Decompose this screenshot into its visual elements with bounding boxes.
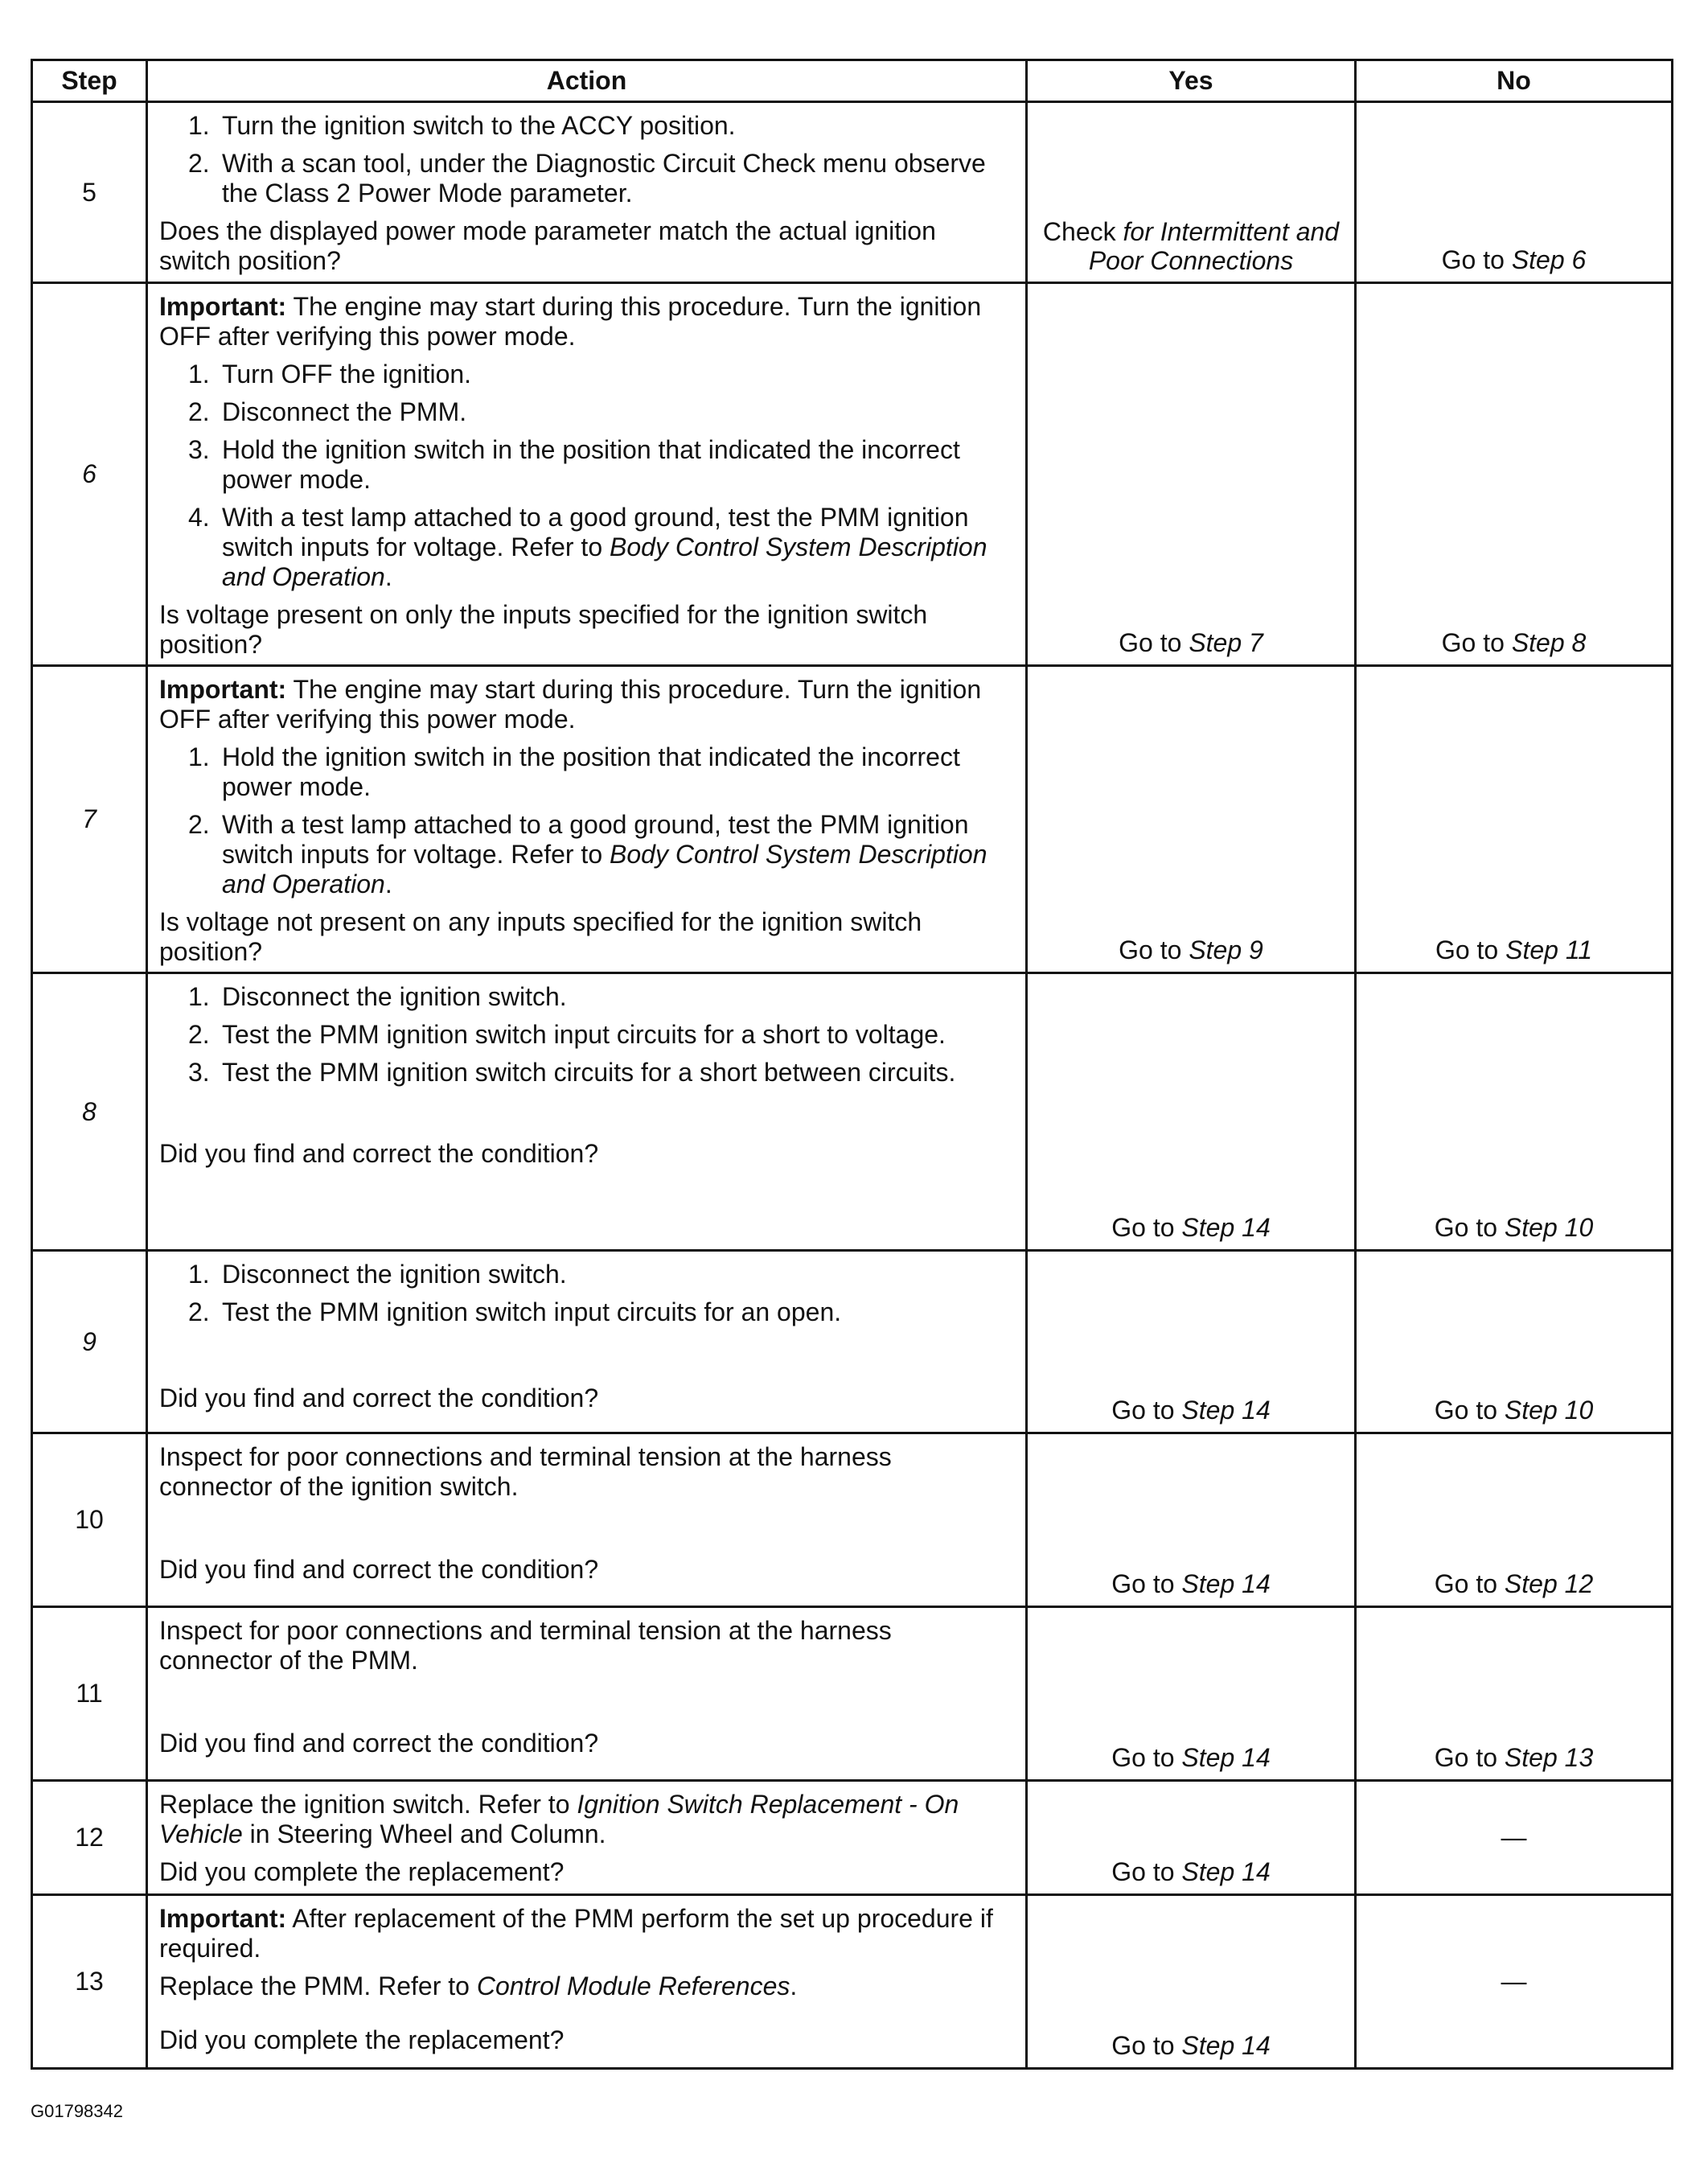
no-cell: Go to Step 6 xyxy=(1356,102,1673,283)
table-row-step-7 xyxy=(32,666,1673,973)
action-text: Replace the PMM. Refer to Control Module References. xyxy=(159,1972,798,2000)
action-cell xyxy=(147,283,1027,666)
procedure-list xyxy=(159,742,1004,899)
yes-cell: Go to Step 14 xyxy=(1027,1895,1356,2069)
procedure-list xyxy=(159,111,1004,208)
list-item: 4. With a test lamp attached to a good ground, test the PMM ignition switch inputs for voltage. Refer to Body Control System Description and Operation. xyxy=(188,503,987,591)
yes-cell: Go to Step 14 xyxy=(1027,1781,1356,1895)
list-item: 2. Test the PMM ignition switch input circuits for a short to voltage. xyxy=(188,1020,946,1049)
step-number: 6 xyxy=(32,283,147,666)
yes-cell: Check for Intermittent and Poor Connections xyxy=(1027,102,1356,283)
table-row-step-5 xyxy=(32,102,1673,283)
procedure-list xyxy=(159,360,1004,592)
question-text: Is voltage not present on any inputs specified for the ignition switch position? xyxy=(159,907,922,966)
step-number: 7 xyxy=(32,666,147,973)
yes-cell: Go to Step 14 xyxy=(1027,1607,1356,1781)
table-row-step-9 xyxy=(32,1251,1673,1433)
list-item: 1. Hold the ignition switch in the position that indicated the incorrect power mode. xyxy=(188,742,960,801)
important-note: Important: After replacement of the PMM perform the set up procedure if required. xyxy=(159,1904,993,1963)
list-item: 3. Test the PMM ignition switch circuits for a short between circuits. xyxy=(188,1058,956,1087)
diagnostic-table xyxy=(31,59,1673,2070)
step-number: 11 xyxy=(32,1607,147,1781)
yes-cell: Go to Step 7 xyxy=(1027,283,1356,666)
list-item: 2. With a test lamp attached to a good ground, test the PMM ignition switch inputs for voltage. Refer to Body Control System Description and Operation. xyxy=(188,810,987,898)
step-number: 5 xyxy=(32,102,147,283)
list-item: 1. Disconnect the ignition switch. xyxy=(188,982,567,1011)
action-text: Inspect for poor connections and terminal tension at the harness connector of the PMM. xyxy=(159,1616,892,1675)
figure-id: G01798342 xyxy=(31,2101,123,2121)
action-cell xyxy=(147,1781,1027,1895)
table-row-step-10 xyxy=(32,1433,1673,1607)
question-text: Did you find and correct the condition? xyxy=(159,1555,599,1584)
question-text: Is voltage present on only the inputs specified for the ignition switch position? xyxy=(159,600,928,659)
action-cell xyxy=(147,102,1027,283)
table-row-step-13 xyxy=(32,1895,1673,2069)
no-cell: Go to Step 10 xyxy=(1356,1251,1673,1433)
question-text: Does the displayed power mode parameter match the actual ignition switch position? xyxy=(159,216,936,275)
question-text: Did you complete the replacement? xyxy=(159,1857,565,1886)
yes-cell: Go to Step 14 xyxy=(1027,973,1356,1251)
no-cell: Go to Step 13 xyxy=(1356,1607,1673,1781)
step-number: 12 xyxy=(32,1781,147,1895)
question-text: Did you find and correct the condition? xyxy=(159,1384,599,1412)
yes-cell: Go to Step 9 xyxy=(1027,666,1356,973)
action-cell xyxy=(147,973,1027,1251)
header-yes: Yes xyxy=(1027,60,1356,102)
yes-cell: Go to Step 14 xyxy=(1027,1251,1356,1433)
action-text: Inspect for poor connections and terminal tension at the harness connector of the ignition switch. xyxy=(159,1442,892,1501)
header-no: No xyxy=(1356,60,1673,102)
step-number: 13 xyxy=(32,1895,147,2069)
table-row-step-6 xyxy=(32,283,1673,666)
list-item: 1. Disconnect the ignition switch. xyxy=(188,1260,567,1289)
no-cell: Go to Step 10 xyxy=(1356,973,1673,1251)
procedure-list xyxy=(159,1260,1004,1327)
action-cell xyxy=(147,1895,1027,2069)
step-number: 10 xyxy=(32,1433,147,1607)
no-cell: — xyxy=(1356,1895,1673,2069)
no-cell: Go to Step 12 xyxy=(1356,1433,1673,1607)
question-text: Did you find and correct the condition? xyxy=(159,1729,599,1758)
table-row-step-12 xyxy=(32,1781,1673,1895)
list-item: 3. Hold the ignition switch in the position that indicated the incorrect power mode. xyxy=(188,435,960,494)
yes-cell: Go to Step 14 xyxy=(1027,1433,1356,1607)
procedure-list xyxy=(159,982,1004,1088)
no-cell: Go to Step 11 xyxy=(1356,666,1673,973)
list-item: 1. Turn the ignition switch to the ACCY position. xyxy=(188,111,736,140)
list-item: 2. Disconnect the PMM. xyxy=(188,397,467,426)
important-note: Important: The engine may start during this procedure. Turn the ignition OFF after verifying this power mode. xyxy=(159,675,982,734)
header-row xyxy=(32,60,1673,102)
action-cell xyxy=(147,1251,1027,1433)
action-cell xyxy=(147,1607,1027,1781)
table-row-step-11 xyxy=(32,1607,1673,1781)
action-cell xyxy=(147,1433,1027,1607)
header-step: Step xyxy=(32,60,147,102)
step-number: 8 xyxy=(32,973,147,1251)
list-item: 2. With a scan tool, under the Diagnostic Circuit Check menu observe the Class 2 Power Mode parameter. xyxy=(188,149,986,208)
table-row-step-8 xyxy=(32,973,1673,1251)
no-cell: Go to Step 8 xyxy=(1356,283,1673,666)
action-cell xyxy=(147,666,1027,973)
header-action: Action xyxy=(147,60,1027,102)
important-note: Important: The engine may start during this procedure. Turn the ignition OFF after verifying this power mode. xyxy=(159,292,982,351)
list-item: 1. Turn OFF the ignition. xyxy=(188,360,472,389)
action-text: Replace the ignition switch. Refer to Ignition Switch Replacement - On Vehicle in Steering Wheel and Column. xyxy=(159,1790,959,1848)
question-text: Did you complete the replacement? xyxy=(159,2025,565,2054)
list-item: 2. Test the PMM ignition switch input circuits for an open. xyxy=(188,1297,842,1326)
question-text: Did you find and correct the condition? xyxy=(159,1139,599,1168)
step-number: 9 xyxy=(32,1251,147,1433)
no-cell: — xyxy=(1356,1781,1673,1895)
